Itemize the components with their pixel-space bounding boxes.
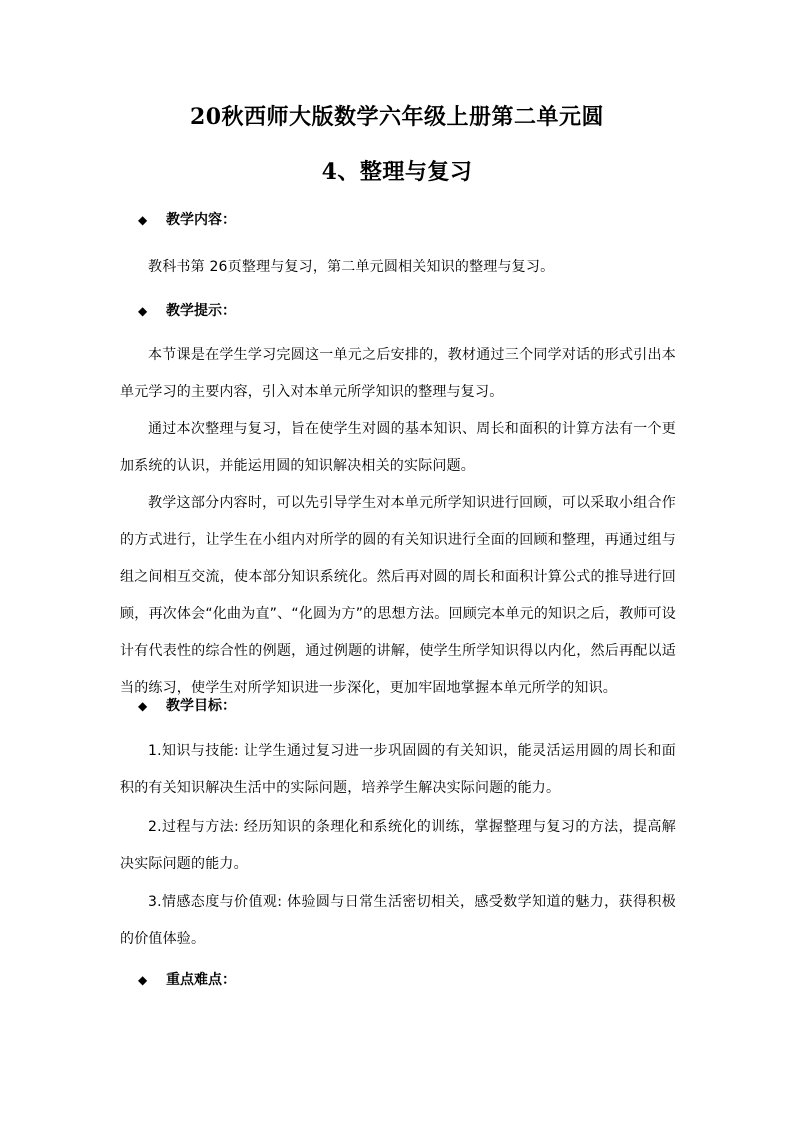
paragraph: 本节课是在学生学习完圆这一单元之后安排的，教材通过三个同学对话的形式引出本单元学习的主要内容，引入对本单元所学知识的整理与复习。 bbox=[120, 347, 676, 400]
section-heading-label: 教学内容： bbox=[166, 212, 236, 228]
diamond-bullet-icon: ◆ bbox=[138, 304, 148, 318]
paragraph: 教科书第 26页整理与复习，第二单元圆相关知识的整理与复习。 bbox=[148, 259, 555, 275]
document-subtitle: 4、整理与复习 bbox=[321, 159, 473, 185]
paragraph: 教学这部分内容时，可以先引导学生对本单元所学知识进行回顾，可以采取小组合作的方式进行，让学生在小组内对所学的圆的有关知识进行全面的回顾和整理，再通过组与组之间相互交流，使本部分知识系统化。然后再对圆的周长和面积计算公式的推导进行回顾，再次体会“化曲为直”、“化圆为方”的思想方法。回顾完本单元的知识之后，教师可设计有代表性的综合性的例题，通过例题的讲解，使学生所学知识得以内化，然后再配以适当的练习，使学生对所学知识进一步深化，更加牢固地掌握本单元所学的知识。 bbox=[120, 495, 676, 696]
paragraph: 1.知识与技能: 让学生通过复习进一步巩固圆的有关知识，能灵活运用圆的周长和面积的有关知识解决生活中的实际问题，培养学生解决实际问题的能力。 bbox=[120, 743, 676, 796]
diamond-bullet-icon: ◆ bbox=[138, 699, 148, 713]
section-heading-tips bbox=[138, 299, 236, 323]
section-heading-label: 教学提示： bbox=[166, 303, 236, 319]
paragraph: 3.情感态度与价值观: 体验圆与日常生活密切相关，感受数学知道的魅力，获得积极的价值体验。 bbox=[120, 894, 676, 947]
diamond-bullet-icon: ◆ bbox=[138, 213, 148, 227]
section-heading-label: 教学目标： bbox=[166, 698, 236, 714]
section-heading-label: 重点难点： bbox=[166, 972, 236, 988]
paragraph: 通过本次整理与复习，旨在使学生对圆的基本知识、周长和面积的计算方法有一个更加系统的认识，并能运用圆的知识解决相关的实际问题。 bbox=[120, 421, 676, 474]
section-heading-content bbox=[138, 208, 236, 232]
diamond-bullet-icon: ◆ bbox=[138, 973, 148, 987]
paragraph: 2.过程与方法: 经历知识的条理化和系统化的训练，掌握整理与复习的方法，提高解决实际问题的能力。 bbox=[120, 819, 676, 872]
section-heading-goals bbox=[138, 694, 236, 718]
section-heading-key-points bbox=[138, 968, 236, 992]
document-title: 20秋西师大版数学六年级上册第二单元圆 bbox=[189, 104, 605, 130]
